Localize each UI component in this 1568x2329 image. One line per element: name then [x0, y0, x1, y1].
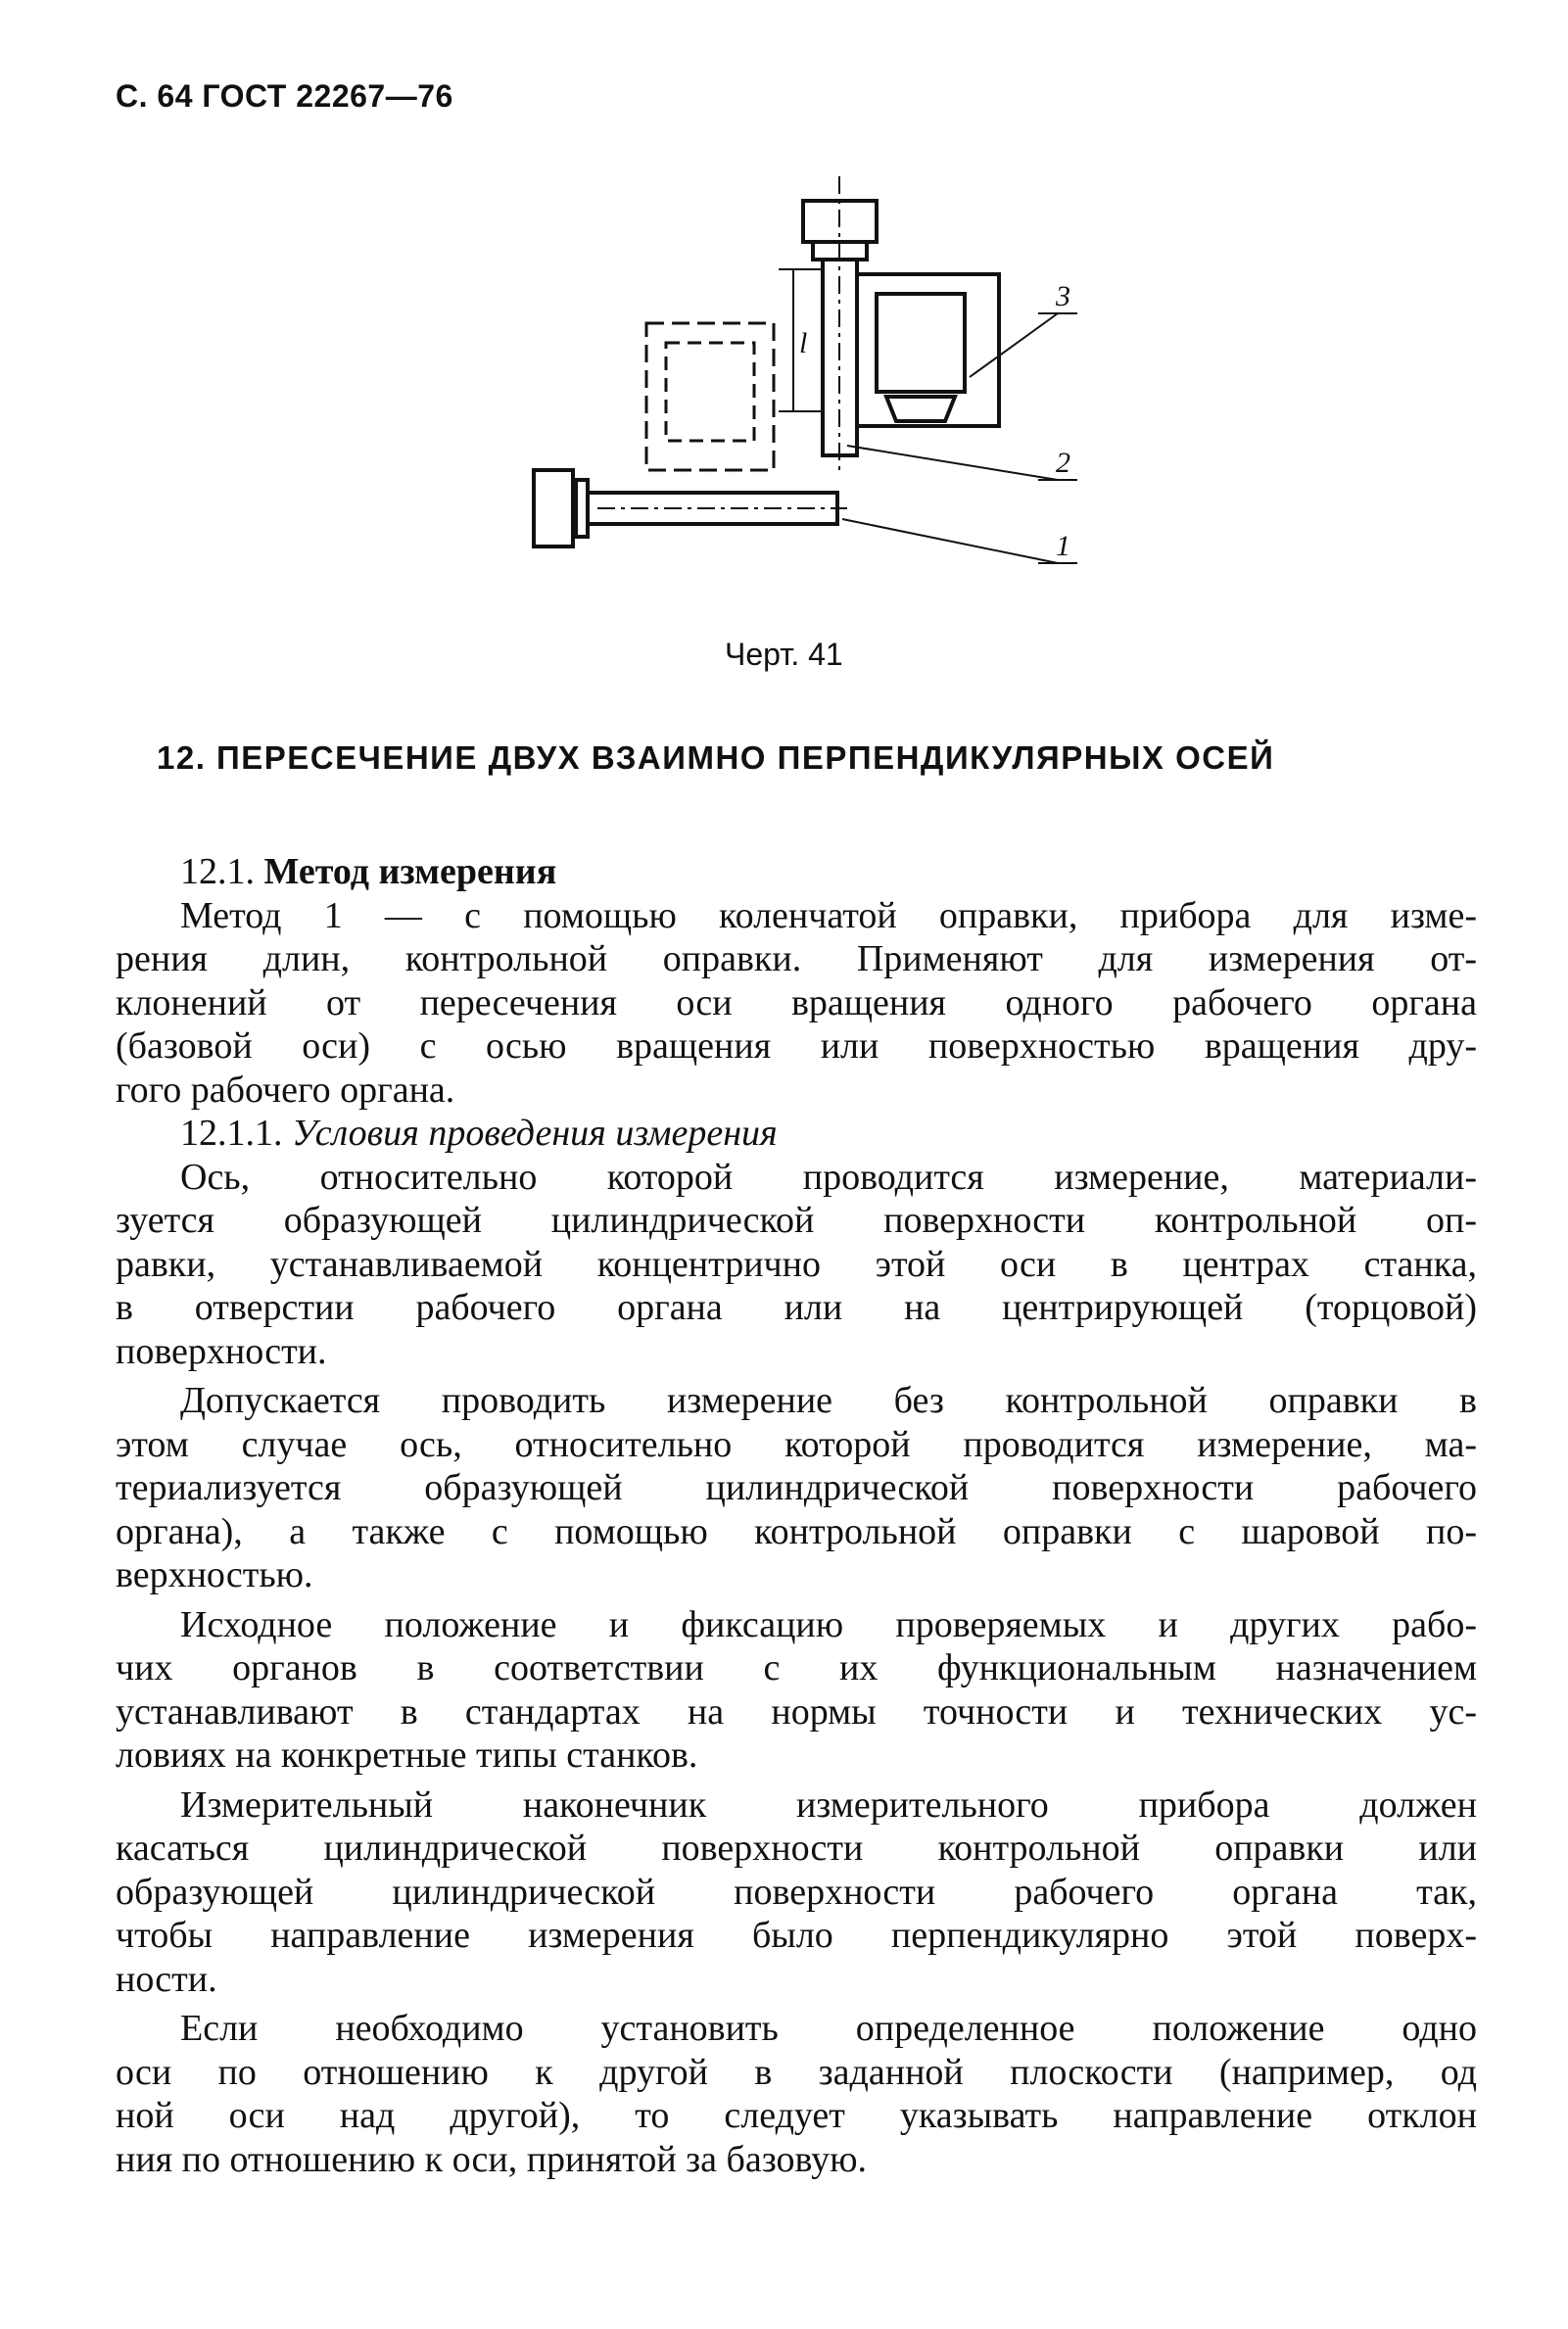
text-line: верхностью. — [116, 1554, 313, 1595]
body-text — [116, 850, 1477, 2181]
text-line: Метод 1 — с помощью коленчатой оправки, прибора для изме- — [180, 894, 1477, 936]
text-line: Если необходимо установить определенное положение одно — [180, 2008, 1477, 2049]
horizontal-mandrel-head — [534, 470, 573, 547]
text-line: равки, устанавливаемой концентрично этой оси в центрах станка, — [116, 1243, 1477, 1285]
text-line: образующей цилиндрической поверхности рабочего органа так, — [116, 1871, 1477, 1913]
text-line: рения длин, контрольной оправки. Применяют для измерения от- — [116, 938, 1477, 979]
subsection-heading: 12.1. Метод измерения — [180, 851, 557, 892]
text-line: ности. — [116, 1958, 217, 2000]
measuring-instrument-dial — [877, 294, 965, 392]
subsection-heading: 12.1.1. Условия проведения измерения — [180, 1113, 778, 1154]
text-line: оси по отношению к другой в заданной плоскости (например, од — [116, 2051, 1477, 2093]
text-line: ной оси над другой), то следует указывать направление отклон — [116, 2095, 1477, 2136]
text-line: ловиях на конкретные типы станков. — [116, 1735, 698, 1776]
text-line: териализуется образующей цилиндрической поверхности рабочего — [116, 1467, 1477, 1508]
text-line: чтобы направление измерения было перпендикулярно этой поверх- — [116, 1915, 1477, 1956]
dimension-l-label: l — [799, 327, 808, 359]
text-line: Допускается проводить измерение без контрольной оправки в — [180, 1380, 1477, 1421]
text-line: в отверстии рабочего органа или на центрирующей (торцовой) — [116, 1287, 1477, 1328]
text-line: этом случае ось, относительно которой проводится измерение, ма- — [116, 1423, 1477, 1465]
label-2: 2 — [1056, 447, 1070, 479]
page-header: С. 64 ГОСТ 22267—76 — [116, 78, 453, 114]
text-line: органа), а также с помощью контрольной оправки с шаровой по- — [116, 1510, 1477, 1552]
text-line: поверхности. — [116, 1330, 327, 1372]
label-3: 3 — [1056, 280, 1070, 312]
text-line: ния по отношению к оси, принятой за базовую. — [116, 2138, 868, 2180]
figure-caption: Черт. 41 — [725, 637, 843, 672]
text-line: (базовой оси) с осью вращения или поверхностью вращения дру- — [116, 1025, 1477, 1067]
text-line: зуется образующей цилиндрической поверхности контрольной оп- — [116, 1200, 1477, 1241]
section-title: 12. ПЕРЕСЕЧЕНИЕ ДВУХ ВЗАИМНО ПЕРПЕНДИКУЛЯРНЫХ ОСЕЙ — [157, 739, 1275, 776]
text-line: Измерительный наконечник измерительного прибора должен — [180, 1783, 1477, 1826]
label-1: 1 — [1056, 530, 1070, 562]
text-line: касаться цилиндрической поверхности контрольной оправки или — [116, 1828, 1477, 1869]
text-line: Исходное положение и фиксацию проверяемых и других рабо- — [180, 1603, 1477, 1645]
technical-drawing — [509, 176, 1117, 607]
text-line: устанавливают в стандартах на нормы точности и технических ус- — [116, 1690, 1477, 1733]
dashed-instrument-inner — [666, 343, 754, 441]
text-line: Ось, относительно которой проводится измерение, материали- — [180, 1156, 1477, 1198]
text-line: гого рабочего органа. — [116, 1069, 455, 1111]
text-line: клонений от пересечения оси вращения одного рабочего органа — [116, 981, 1477, 1023]
text-line: чих органов в соответствии с их функциональным назначением — [116, 1647, 1477, 1688]
